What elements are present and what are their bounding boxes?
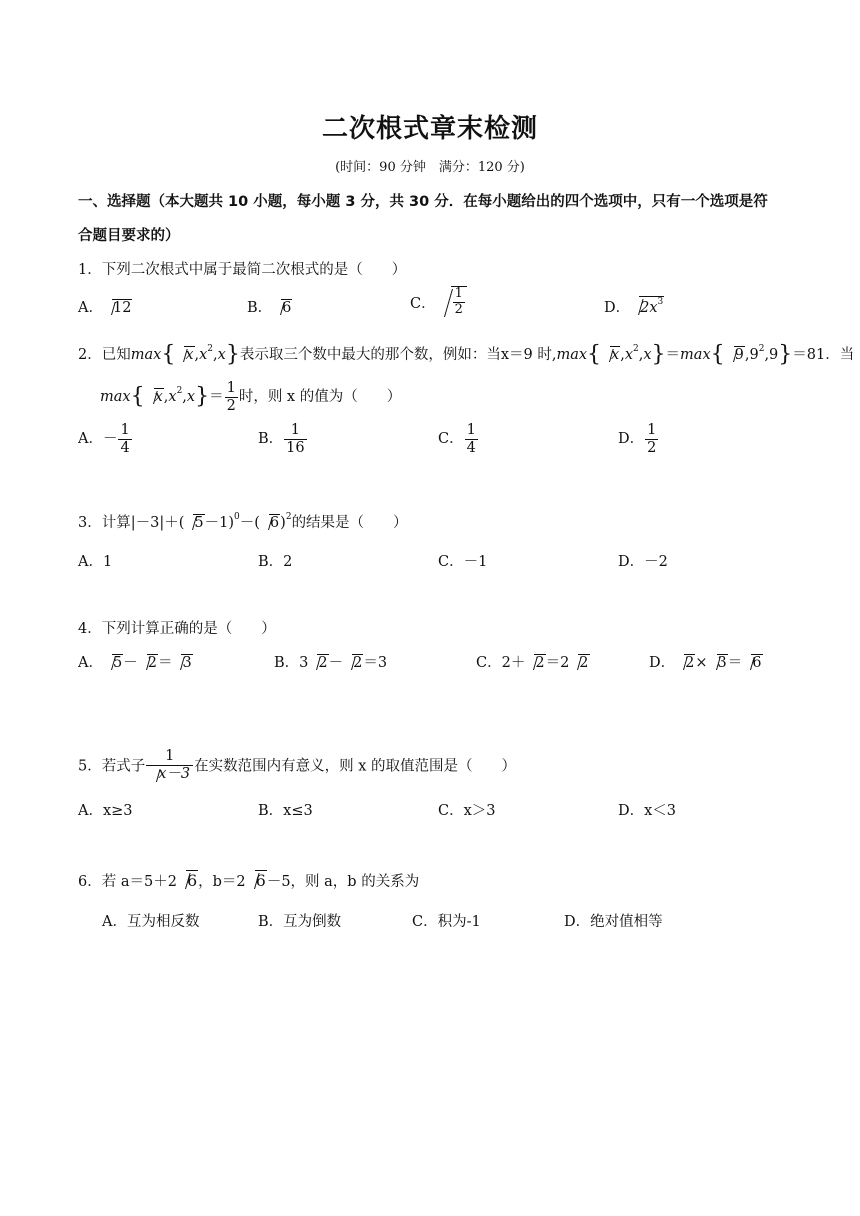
q4-option-c: C．2＋ 2＝2 2 xyxy=(476,655,589,671)
q1-option-d: D． $2x^3$ xyxy=(604,297,664,316)
question-2-line1: 2．已知max{ $x,x^2,x$}表示取三个数中最大的那个数，例如：当x＝9 时,max{ $x,x^2,x\}=\max${ $9,9^2,9\}=81$．当 xyxy=(78,342,855,367)
question-5-stem: 5．若式子 $\frac{1}{x-3}$ 在实数范围内有意义，则 x 的取值范围是（ ） xyxy=(78,748,517,782)
section-heading-line2: 合题目要求的） xyxy=(78,228,180,244)
question-2-line2: max{ $x,x^2,x\}=$ $\frac{1}{2}$ 时，则 x 的值为（ ） xyxy=(100,380,402,414)
exam-info: (时间：90 分钟 满分：120 分) xyxy=(335,160,525,175)
question-3-stem: 3．计算|－3|＋( 5－1)$^0$－( 6)$^2$的结果是（ ） xyxy=(78,512,408,531)
radical: $\frac{1}{2}$ xyxy=(437,286,467,318)
q5-option-b: B．x≤3 xyxy=(258,803,313,819)
q6-option-c: C．积为-1 xyxy=(412,914,481,930)
q2-option-c: C． $\frac{1}{4}$ xyxy=(438,422,476,456)
section-heading-line1: 一、选择题（本大题共 10 小题，每小题 3 分，共 30 分．在每小题给出的四个选项中，只有一个选项是符 xyxy=(78,194,768,210)
q4-option-a: A． 5－ 2＝ 3 xyxy=(78,655,192,671)
q5-option-a: A．x≥3 xyxy=(78,803,133,819)
q3-option-d: D．－2 xyxy=(618,554,668,570)
q1-option-b: B． 6 xyxy=(247,300,292,316)
radical: $2x^3$ xyxy=(631,296,664,316)
question-4-stem: 4．下列计算正确的是（ ） xyxy=(78,621,276,637)
q5-option-c: C．x＞3 xyxy=(438,803,496,819)
q1-option-c: C． $\frac{1}{2}$ xyxy=(410,286,467,318)
q3-option-a: A．1 xyxy=(78,554,113,570)
radical: 6 xyxy=(273,299,292,316)
question-6-stem: 6．若 a＝5＋2 6，b＝2 6－5，则 a，b 的关系为 xyxy=(78,871,420,890)
q4-option-d: D． 2× 3＝ 6 xyxy=(649,655,762,671)
radical: x xyxy=(146,388,164,405)
radical: 12 xyxy=(104,299,132,316)
q2-option-d: D． $\frac{1}{2}$ xyxy=(618,422,657,456)
q6-option-a: A．互为相反数 xyxy=(102,914,200,930)
q4-option-b: B．3 2－ 2＝3 xyxy=(274,655,388,671)
q3-option-c: C．－1 xyxy=(438,554,488,570)
q5-option-d: D．x＜3 xyxy=(618,803,677,819)
q3-option-b: B．2 xyxy=(258,554,293,570)
radical: x xyxy=(602,346,620,363)
q6-option-d: D．绝对值相等 xyxy=(564,914,663,930)
q1-option-a: A． 12 xyxy=(78,300,132,316)
q6-option-b: B．互为倒数 xyxy=(258,914,342,930)
q2-option-a: A．－ $\frac{1}{4}$ xyxy=(78,422,130,456)
q2-option-b: B． $\frac{1}{16}$ xyxy=(258,422,305,456)
radical: x xyxy=(176,346,194,363)
radical: 9 xyxy=(726,346,745,363)
question-1-stem: 1．下列二次根式中属于最简二次根式的是（ ） xyxy=(78,262,407,278)
page-title: 二次根式章末检测 xyxy=(321,114,538,144)
radical: 5 xyxy=(185,514,204,531)
radical: 6 xyxy=(261,514,280,531)
